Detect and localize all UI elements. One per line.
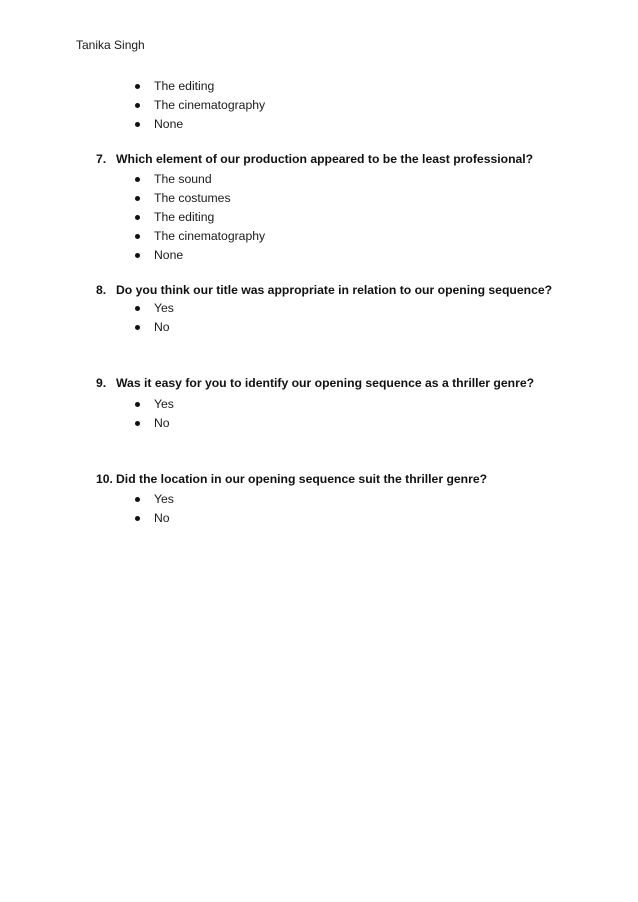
bullet-icon (135, 215, 140, 220)
question-number: 8. (96, 283, 107, 297)
option-label: The editing (154, 209, 215, 224)
question-8-heading (96, 283, 552, 298)
option-label: No (154, 319, 170, 334)
option-label: None (154, 247, 184, 262)
option-label: No (154, 510, 170, 525)
question-text: Do you think our title was appropriate in relation to our opening sequence? (116, 283, 553, 297)
question-10-heading (96, 472, 487, 487)
question-text: Which element of our production appeared to be the least professional? (116, 152, 534, 166)
question-7-heading (96, 152, 533, 167)
header-author-name: Tanika Singh (76, 38, 145, 52)
option-label: The costumes (154, 190, 231, 205)
option-label: Yes (154, 397, 174, 411)
question-number: 7. (96, 152, 107, 166)
bullet-icon (135, 306, 140, 311)
bullet-icon (135, 421, 140, 426)
bullet-icon (135, 497, 140, 502)
bullet-icon (135, 234, 140, 239)
bullet-icon (135, 516, 140, 521)
bullet-icon (135, 325, 140, 330)
option-label: The cinematography (154, 97, 266, 112)
option-label: The cinematography (154, 228, 266, 243)
question-number: 9. (96, 376, 107, 390)
question-number: 10. (96, 472, 113, 486)
question-9-heading (96, 376, 534, 391)
bullet-icon (135, 103, 140, 108)
bullet-icon (135, 84, 140, 89)
bullet-icon (135, 253, 140, 258)
bullet-icon (135, 196, 140, 201)
option-label: The editing (154, 79, 215, 93)
option-label: The sound (154, 172, 212, 186)
question-text: Did the location in our opening sequence suit the thriller genre? (116, 472, 488, 486)
option-label: Yes (154, 492, 174, 506)
option-label: Yes (154, 301, 174, 315)
option-label: None (154, 116, 184, 131)
option-label: No (154, 415, 170, 430)
bullet-icon (135, 122, 140, 127)
question-text: Was it easy for you to identify our opening sequence as a thriller genre? (116, 376, 535, 390)
bullet-icon (135, 402, 140, 407)
bullet-icon (135, 177, 140, 182)
